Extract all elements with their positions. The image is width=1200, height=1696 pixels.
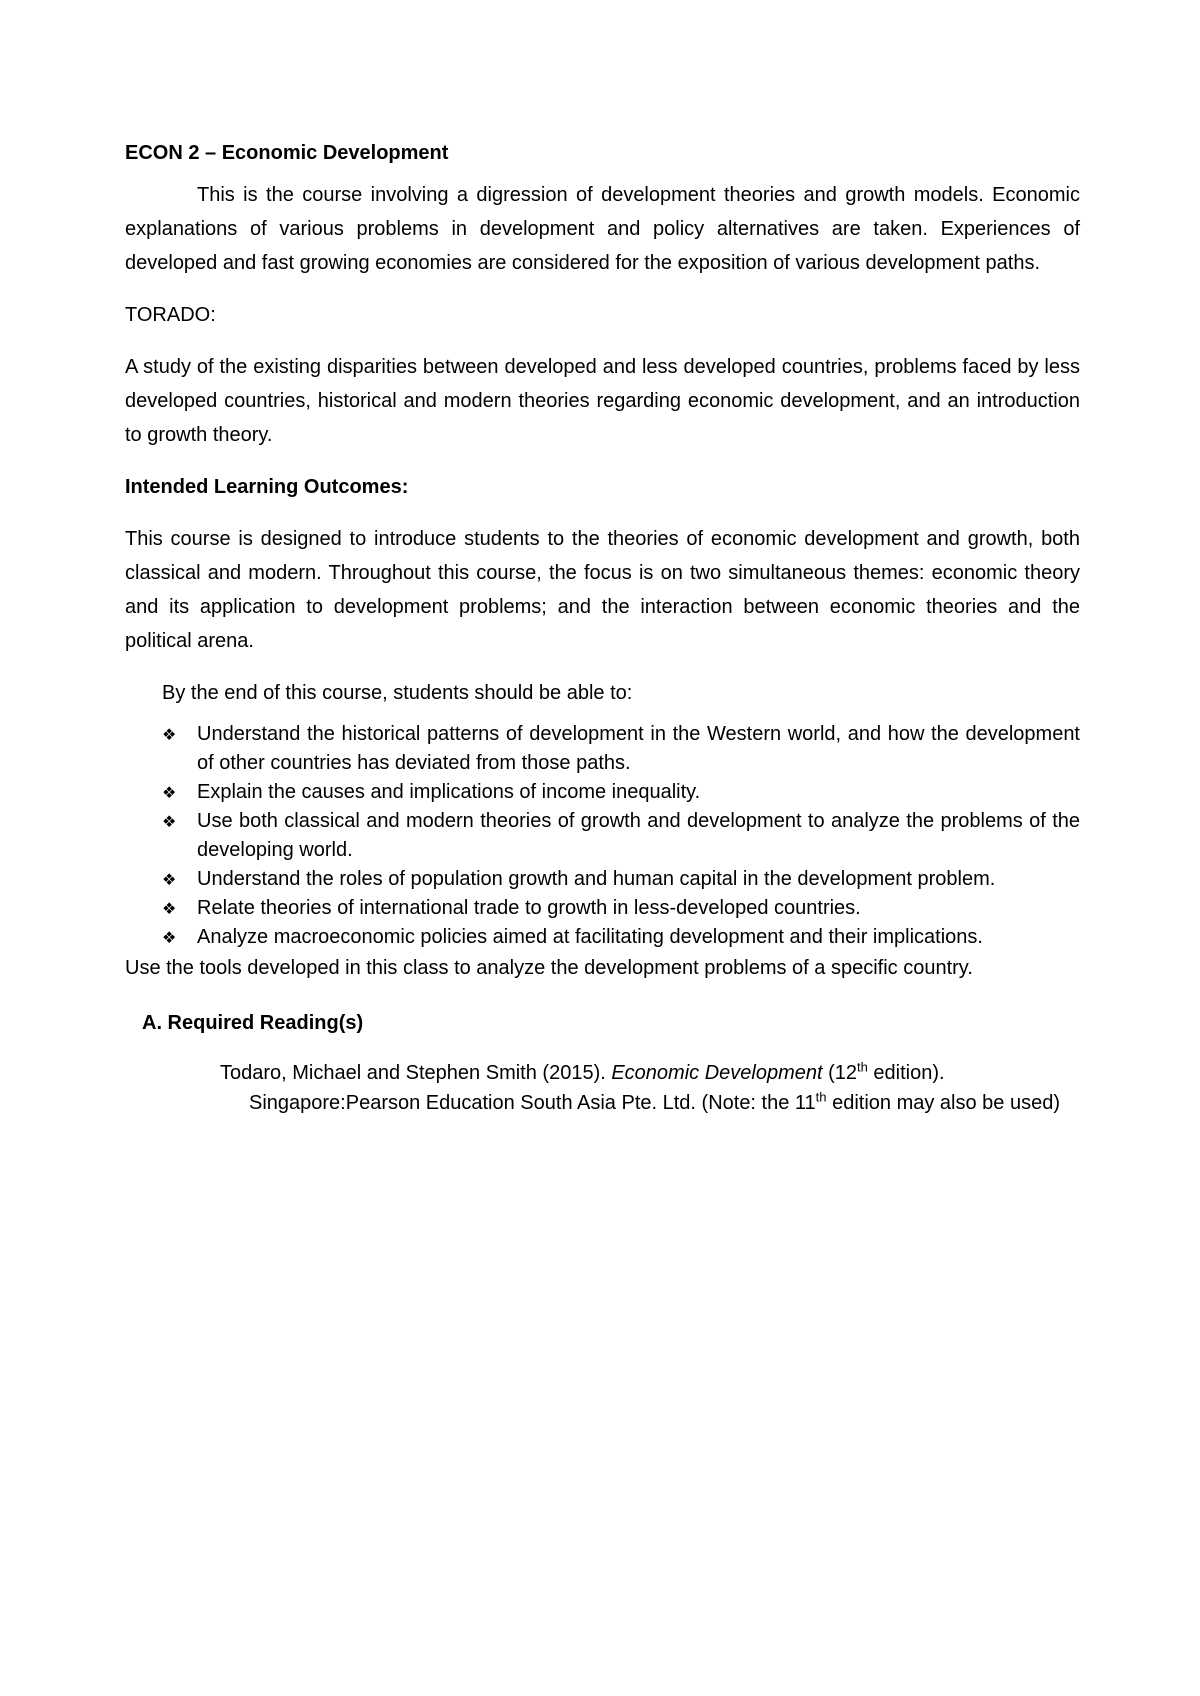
citation-note-sup: th xyxy=(815,1089,827,1105)
diamond-bullet-icon: ❖ xyxy=(162,783,177,802)
outcome-text: Use both classical and modern theories of growth and development to analyze the problems of the developing world. xyxy=(197,810,1080,861)
ilo-heading: Intended Learning Outcomes: xyxy=(125,476,409,498)
list-item xyxy=(162,923,1080,952)
outcome-text: Explain the causes and implications of income inequality. xyxy=(197,781,701,803)
citation-book-title: Economic Development xyxy=(611,1062,823,1084)
diamond-bullet-icon: ❖ xyxy=(162,870,177,889)
reading-citation xyxy=(220,1058,1080,1118)
outcomes-lead: By the end of this course, students should be able to: xyxy=(162,682,633,704)
citation-authors: Todaro, Michael and Stephen Smith (2015). xyxy=(220,1062,612,1084)
diamond-bullet-icon: ❖ xyxy=(162,812,177,831)
outcome-text: Analyze macroeconomic policies aimed at facilitating development and their implications. xyxy=(197,926,983,948)
outcome-text: Relate theories of international trade to growth in less-developed countries. xyxy=(197,897,861,919)
ilo-paragraph: This course is designed to introduce students to the theories of economic development and growth, both classical and modern. Throughout this course, the focus is on two simultaneous themes: economic theory and its application to development problems; and the interaction between economic theories and the political arena. xyxy=(125,528,1080,652)
list-item xyxy=(162,778,1080,807)
outcome-text: Understand the historical patterns of development in the Western world, and how the development of other countries has deviated from those paths. xyxy=(197,723,1080,774)
document-body xyxy=(125,136,1080,1118)
course-title: ECON 2 – Economic Development xyxy=(125,142,449,164)
list-item xyxy=(162,865,1080,894)
citation-edition-open: (12 xyxy=(822,1062,858,1084)
citation-edition-sup: th xyxy=(857,1059,868,1075)
diamond-bullet-icon: ❖ xyxy=(162,928,177,947)
list-item xyxy=(162,894,1080,923)
torado-paragraph: A study of the existing disparities between developed and less developed countries, problems faced by less developed countries, historical and modern theories regarding economic development, and an introduction to growth theory. xyxy=(125,356,1080,446)
citation-edition-close: edition). Singapore:Pearson Education South Asia Pte. Ltd. (Note: the 11 xyxy=(249,1062,945,1114)
closing-statement: Use the tools developed in this class to analyze the development problems of a specific country. xyxy=(125,957,973,979)
diamond-bullet-icon: ❖ xyxy=(162,899,177,918)
list-item xyxy=(162,807,1080,865)
citation-note-close: edition may also be used) xyxy=(826,1092,1060,1114)
diamond-bullet-icon: ❖ xyxy=(162,725,177,744)
required-reading-heading: A. Required Reading(s) xyxy=(142,1012,364,1034)
course-intro-paragraph: This is the course involving a digression of development theories and growth models. Economic explanations of various problems in development and policy alternatives are taken. Experiences of developed and fast growing economies are considered for the exposition of various development paths. xyxy=(125,184,1080,274)
list-item xyxy=(162,720,1080,778)
outcome-text: Understand the roles of population growth and human capital in the development problem. xyxy=(197,868,996,890)
outcomes-list xyxy=(125,720,1080,952)
torado-label: TORADO: xyxy=(125,304,216,326)
